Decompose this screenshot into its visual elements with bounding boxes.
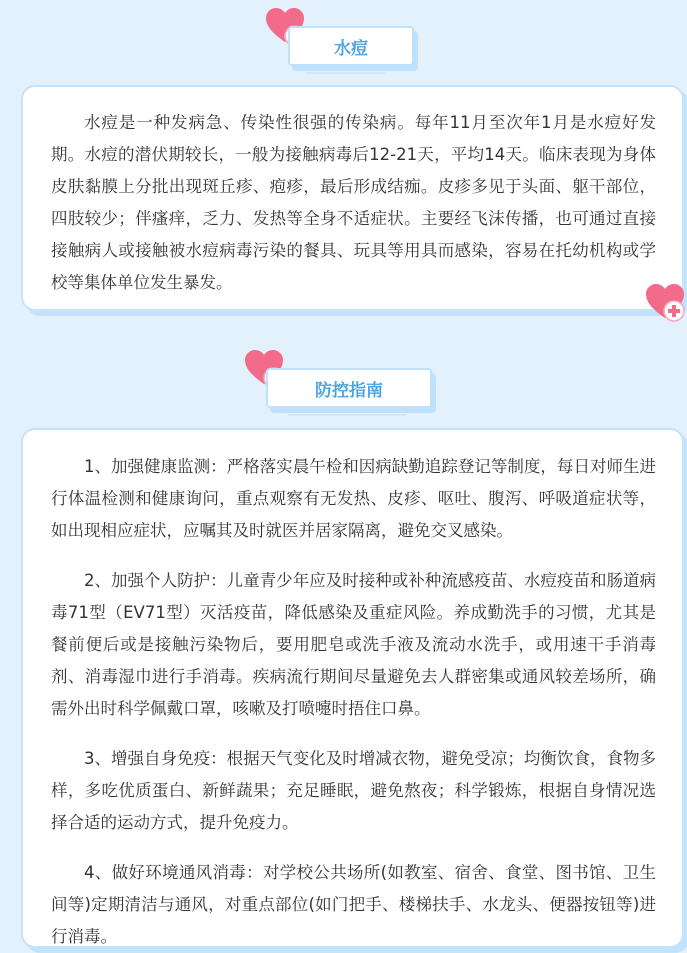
title-underline — [305, 72, 385, 74]
guide-item: 1、加强健康监测：严格落实晨午检和因病缺勤追踪登记等制度，每日对师生进行体温检测和健康询问，重点观察有无发热、皮疹、呕吐、腹泻、呼吸道症状等，如出现相应症状，应嘱其及时就医并居家隔离，避免交叉感染。 — [51, 457, 656, 540]
title-underline — [288, 414, 406, 416]
section-title: 防控指南 — [266, 368, 432, 408]
guide-item: 3、增强自身免疫：根据天气变化及时增减衣物，避免受凉；均衡饮食，食物多样，多吃优质蛋白、新鲜蔬果；充足睡眠，避免熬夜；科学锻炼，根据自身情况选择合适的运动方式，提升免疫力。 — [51, 749, 656, 832]
guide-card — [21, 428, 684, 948]
guide-item: 4、做好环境通风消毒：对学校公共场所(如教室、宿舍、食堂、图书馆、卫生间等)定期清洁与通风，对重点部位(如门把手、楼梯扶手、水龙头、便器按钮等)进行消毒。 — [51, 863, 656, 946]
intro-card — [21, 85, 684, 311]
section-title: 水痘 — [288, 26, 414, 66]
heart-plus-icon — [644, 282, 686, 324]
guide-item: 2、加强个人防护：儿童青少年应及时接种或补种流感疫苗、水痘疫苗和肠道病毒71型（EV71型）灭活疫苗，降低感染及重症风险。养成勤洗手的习惯，尤其是餐前便后或是接触污染物后，要用肥皂或洗手液及流动水洗手，或用速干手消毒剂、消毒湿巾进行手消毒。疾病流行期间尽量避免去人群密集或通风较差场所，确需外出时科学佩戴口罩，咳嗽及打喷嚏时捂住口鼻。 — [51, 571, 656, 718]
intro-paragraph: 水痘是一种发病急、传染性很强的传染病。每年11月至次年1月是水痘好发期。水痘的潜伏期较长，一般为接触病毒后12-21天，平均14天。临床表现为身体皮肤黏膜上分批出现斑丘疹、疱疹，最后形成结痂。皮疹多见于头面、躯干部位，四肢较少；伴瘙痒，乏力、发热等全身不适症状。主要经飞沫传播，也可通过直接接触病人或接触被水痘病毒污染的餐具、玩具等用具而感染，容易在托幼机构或学校等集体单位发生暴发。 — [51, 113, 656, 292]
